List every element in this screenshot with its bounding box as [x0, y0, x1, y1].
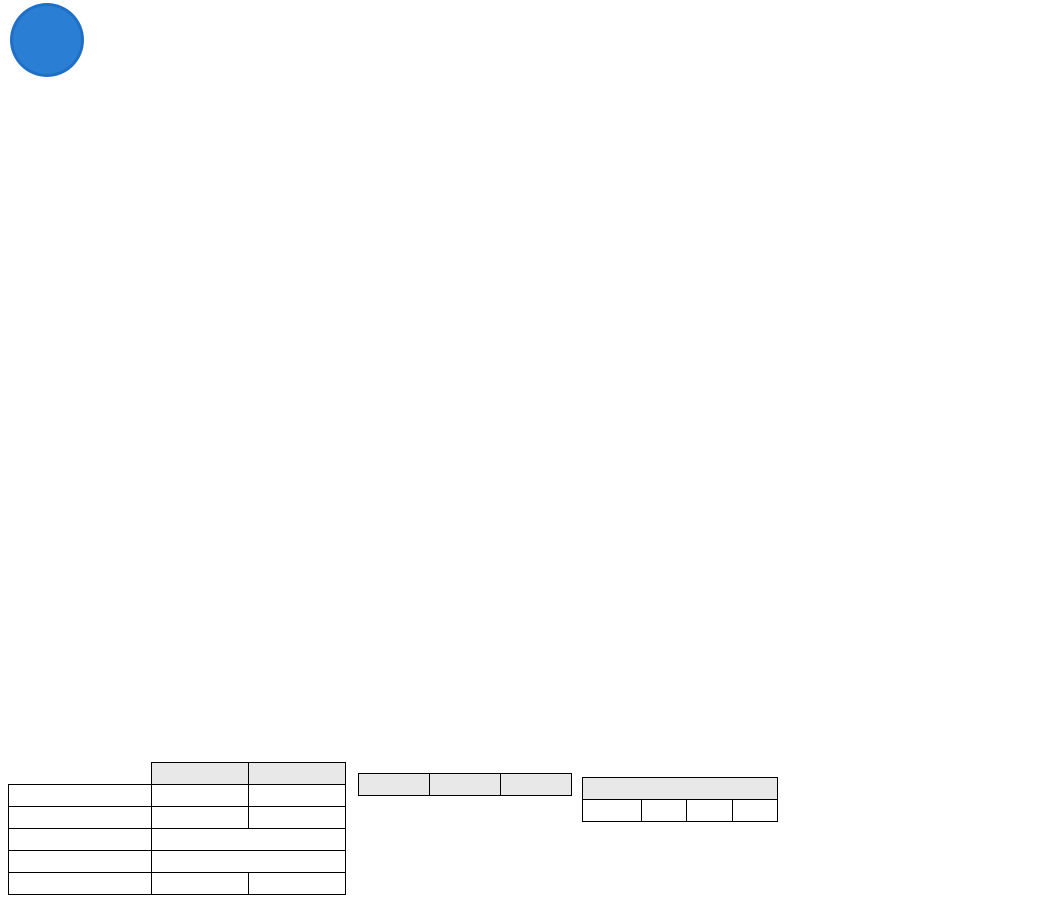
points-from-title: [359, 774, 430, 796]
best-run-uf: [248, 807, 345, 829]
ncaa-logo: [3, 3, 91, 77]
points-from-col-uf: [501, 774, 572, 796]
period-scoring-h2: [687, 800, 732, 822]
game-stats-col-uf: [248, 763, 345, 785]
period-scoring-h1: [642, 800, 687, 822]
points-from-col-uva: [430, 774, 501, 796]
game-stats-table: [8, 762, 346, 895]
biggest-lead-label: [9, 785, 152, 807]
points-from-table: [358, 773, 572, 796]
best-run-uva: [151, 807, 248, 829]
game-stats-col-uva: [151, 763, 248, 785]
times-tied-label: [9, 851, 152, 873]
time-lead-uf: [248, 873, 345, 895]
lead-changes-label: [9, 829, 152, 851]
lead-changes-value: [151, 829, 346, 851]
times-tied-value: [151, 851, 346, 873]
biggest-lead-uf: [248, 785, 345, 807]
best-run-label: [9, 807, 152, 829]
period-scoring-title: [583, 778, 778, 800]
time-lead-label: [9, 873, 152, 895]
period-scoring-h3: [732, 800, 777, 822]
biggest-lead-uva: [151, 785, 248, 807]
period-scoring-table: [582, 777, 778, 822]
time-lead-uva: [151, 873, 248, 895]
